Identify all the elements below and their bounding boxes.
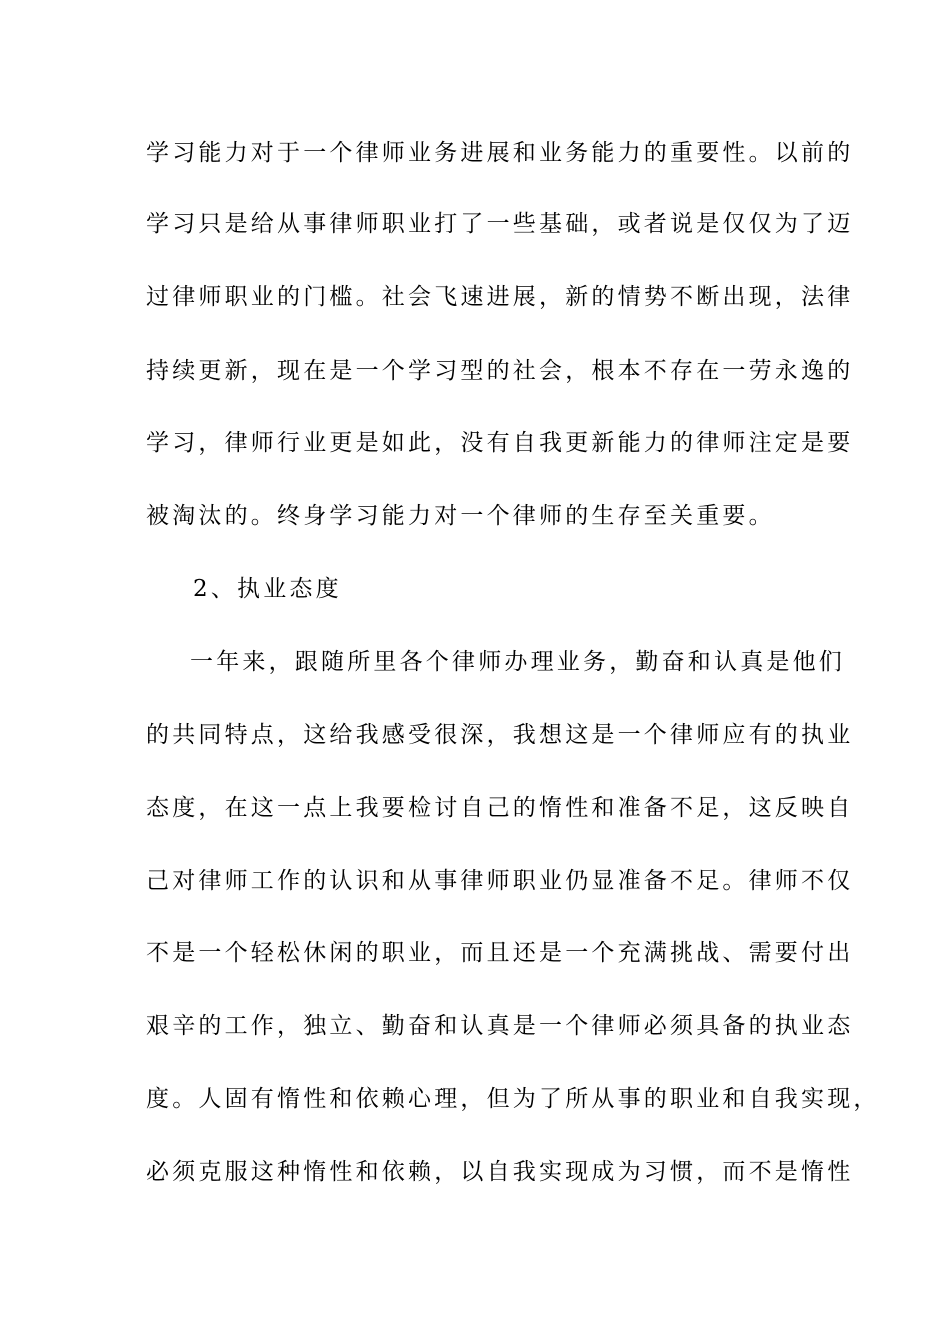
text-line: 学习只是给从事律师职业打了一些基础，或者说是仅仅为了迈 [146,211,854,237]
text-line: 的共同特点，这给我感受很深，我想这是一个律师应有的执业 [146,722,854,748]
text-line: 态度，在这一点上我要检讨自己的惰性和准备不足，这反映自 [146,795,854,821]
text-line: 一年来，跟随所里各个律师办理业务，勤奋和认真是他们 [190,649,845,675]
text-line: 学习，律师行业更是如此，没有自我更新能力的律师注定是要 [146,430,854,456]
text-line: 持续更新，现在是一个学习型的社会，根本不存在一劳永逸的 [146,358,854,384]
text-line: 艰辛的工作，独立、勤奋和认真是一个律师必须具备的执业态 [146,1013,854,1039]
text-line: 度。人固有惰性和依赖心理，但为了所从事的职业和自我实现， [146,1086,880,1112]
text-line: 被淘汰的。终身学习能力对一个律师的生存至关重要。 [146,503,775,529]
text-line: 必须克服这种惰性和依赖，以自我实现成为习惯，而不是惰性 [146,1159,854,1185]
text-line: 过律师职业的门槛。社会飞速进展，新的情势不断出现，法律 [146,284,854,310]
text-line: 己对律师工作的认识和从事律师职业仍显准备不足。律师不仅 [146,868,854,894]
text-line: 不是一个轻松休闲的职业，而且还是一个充满挑战、需要付出 [146,940,854,966]
section-heading: 2、执业态度 [193,576,342,602]
text-line: 学习能力对于一个律师业务进展和业务能力的重要性。以前的 [146,140,854,166]
